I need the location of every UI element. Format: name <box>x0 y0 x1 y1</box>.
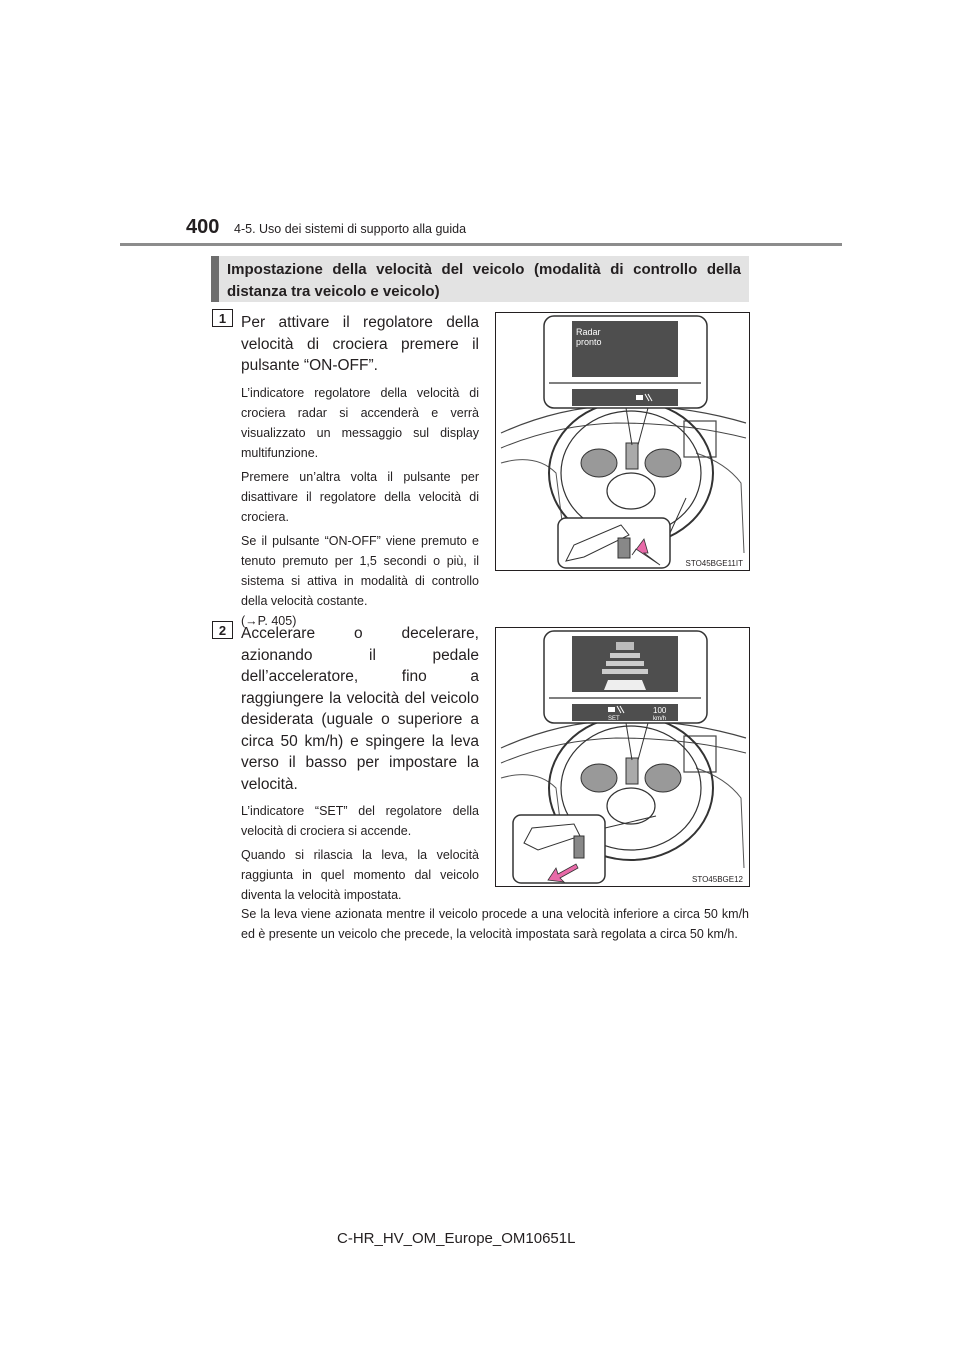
step-1-sub-1: L’indicatore regolatore della velocità di crociera radar si accenderà e verrà visualizzato un messaggio sul display multifunzione. <box>241 385 479 460</box>
header-rule <box>120 243 842 246</box>
figure-1-display-text-2: pronto <box>576 337 602 347</box>
step-1-sub-2: Premere un’altra volta il pulsante per disattivare il regolatore della velocità di crociera. <box>241 469 479 524</box>
step-2-text <box>241 623 479 905</box>
figure-1-display-text-1: Radar <box>576 327 601 337</box>
figure-2 <box>495 627 750 887</box>
heading-box: Impostazione della velocità del veicolo (modalità di controllo della distanza tra veicolo e veicolo) <box>211 256 749 302</box>
figure-1-illustration <box>496 313 749 570</box>
step-1-number: 1 <box>212 309 233 327</box>
figure-2-set-text: SET <box>608 716 620 722</box>
figure-2-illustration <box>496 628 749 886</box>
figure-1 <box>495 312 750 571</box>
step-1-sub-4: (→P. 405) <box>241 613 297 628</box>
figure-2-label: STO45BGE12 <box>692 875 743 884</box>
step-1-text <box>241 312 479 631</box>
step-2-number: 2 <box>212 621 233 639</box>
section-title: 4-5. Uso dei sistemi di supporto alla guida <box>234 222 467 236</box>
step-1-sub-3: Se il pulsante “ON-OFF” viene premuto e tenuto premuto per 1,5 secondi o più, il sistema si attiva in modalità di controllo della velocità costante. <box>241 533 479 608</box>
footer-code: C-HR_HV_OM_Europe_OM10651L <box>337 1230 576 1247</box>
step-2-main: Accelerare o decelerare, azionando il pedale dell’acceleratore, fino a raggiungere la velocità del veicolo desiderata (uguale o superiore a circa 50 km/h) e spingere la leva verso il basso per impostare la velocità. <box>241 625 479 793</box>
page-number: 400 <box>186 216 220 238</box>
bottom-note: Se la leva viene azionata mentre il veicolo procede a una velocità inferiore a circa 50 km/h ed è presente un veicolo che precede, la velocità impostata sarà regolata a circa 50 km/h. <box>241 907 749 941</box>
figure-1-label: STO45BGE11IT <box>685 559 743 568</box>
step-2-sub-2: Quando si rilascia la leva, la velocità raggiunta in quel momento dal veicolo diventa la velocità impostata. <box>241 848 479 902</box>
step-1-main: Per attivare il regolatore della velocità di crociera premere il pulsante “ON-OFF”. <box>241 314 479 374</box>
step-2-sub-1: L’indicatore “SET” del regolatore della velocità di crociera si accende. <box>241 804 479 838</box>
figure-2-unit: km/h <box>653 716 667 722</box>
figure-2-speed: 100 <box>653 706 667 715</box>
